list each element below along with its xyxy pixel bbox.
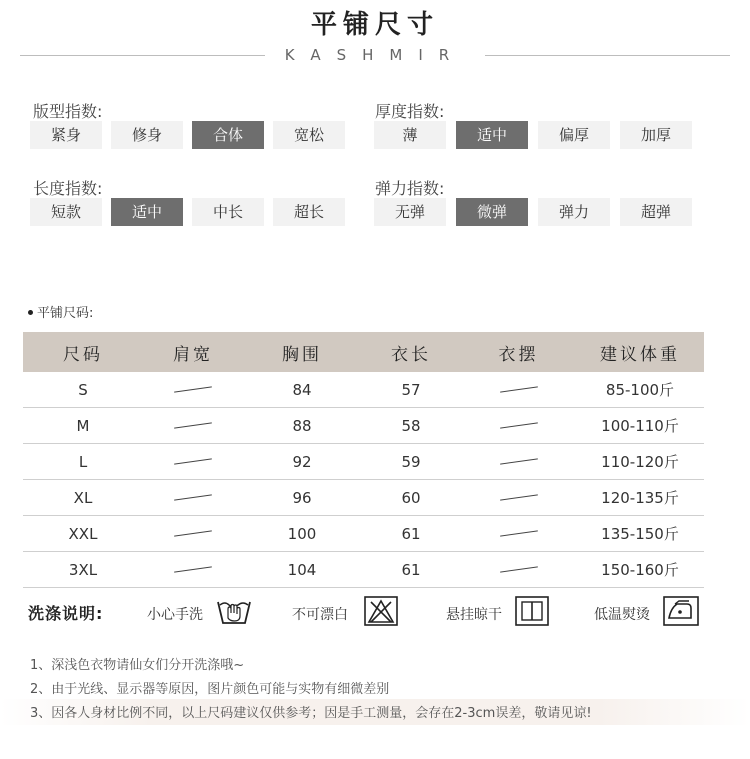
header-cell: 尺码 (63, 344, 103, 365)
elastic-option-3: 弹力 (538, 198, 610, 226)
not-applicable-cell (143, 552, 243, 587)
table-cell: 100-110斤 (601, 417, 679, 435)
dash-mark (500, 566, 538, 572)
notes (30, 654, 730, 726)
dash-mark (174, 566, 212, 572)
table-cell: 110-120斤 (601, 453, 679, 471)
table-row (23, 480, 704, 516)
header-cell: 衣摆 (498, 344, 539, 365)
dash-mark (174, 422, 212, 428)
elastic-option-4: 超弹 (620, 198, 692, 226)
washing-title: 洗涤说明: (28, 604, 104, 623)
length-index-label: 长度指数: (33, 179, 103, 198)
not-applicable-cell (461, 444, 576, 479)
table-cell: 88 (292, 416, 312, 435)
fit-option-4: 宽松 (273, 121, 345, 149)
table-cell: 3XL (68, 560, 98, 579)
note-3: 3、因各人身材比例不同，以上尺码建议仅供参考；因是手工测量，会存在2-3cm误差，敬请见谅! (30, 706, 592, 721)
length-option-4: 超长 (273, 198, 345, 226)
table-cell: 59 (401, 452, 421, 471)
table-cell: 61 (401, 524, 421, 543)
not-applicable-cell (461, 372, 576, 407)
not-applicable-cell (461, 480, 576, 515)
table-cell: 57 (401, 380, 421, 399)
dash-mark (500, 386, 538, 392)
table-row (23, 516, 704, 552)
brand-divider (20, 46, 730, 66)
no-bleach-icon (364, 596, 398, 630)
hand-wash-icon (216, 596, 252, 630)
not-applicable-cell (143, 408, 243, 443)
table-cell: 84 (292, 380, 312, 399)
low-iron-label: 低温熨烫 (594, 607, 650, 623)
table-cell: XL (73, 488, 93, 507)
header-cell: 建议体重 (600, 344, 680, 365)
size-table-body (23, 372, 704, 588)
table-cell: 92 (292, 452, 312, 471)
table-cell: 96 (292, 488, 312, 507)
table-cell: 120-135斤 (601, 489, 679, 507)
thickness-option-3: 偏厚 (538, 121, 610, 149)
dash-mark (174, 530, 212, 536)
brand-name: KASHMIR (284, 46, 466, 64)
thickness-index-label: 厚度指数: (375, 102, 445, 121)
table-cell: 104 (287, 560, 317, 579)
fit-index-label: 版型指数: (33, 102, 103, 121)
dash-mark (174, 386, 212, 392)
header-cell: 胸围 (282, 344, 322, 365)
hand-wash-label: 小心手洗 (147, 607, 203, 623)
not-applicable-cell (143, 480, 243, 515)
table-row (23, 372, 704, 408)
note-2: 2、由于光线、显示器等原因，图片颜色可能与实物有细微差别 (30, 682, 390, 697)
table-cell: 60 (401, 488, 421, 507)
low-iron-icon (663, 596, 699, 630)
divider-line-right (485, 55, 730, 56)
table-cell: 61 (401, 560, 421, 579)
no-bleach-label: 不可漂白 (292, 607, 348, 623)
elastic-index-label: 弹力指数: (375, 179, 445, 198)
page-title: 平铺尺寸 (310, 10, 439, 40)
table-cell: 58 (401, 416, 421, 435)
table-cell: S (78, 380, 88, 399)
dash-mark (174, 494, 212, 500)
note-1: 1、深浅色衣物请仙女们分开洗涤哦~ (30, 658, 245, 673)
fit-option-2: 修身 (111, 121, 183, 149)
dash-mark (500, 530, 538, 536)
bullet-dot (28, 310, 33, 315)
dash-mark (500, 494, 538, 500)
size-table-header (23, 332, 704, 372)
length-option-2: 适中 (111, 198, 183, 226)
table-cell: 150-160斤 (601, 561, 679, 579)
table-cell: L (78, 452, 88, 471)
elastic-option-1: 无弹 (374, 198, 446, 226)
table-cell: XXL (68, 524, 98, 543)
header-cell: 肩宽 (173, 344, 213, 365)
dash-mark (500, 422, 538, 428)
table-row (23, 408, 704, 444)
table-cell: 135-150斤 (601, 525, 679, 543)
header-cell: 衣长 (391, 344, 431, 365)
dash-mark (500, 458, 538, 464)
length-option-1: 短款 (30, 198, 102, 226)
not-applicable-cell (143, 516, 243, 551)
flat-size-text: 平铺尺码: (37, 306, 94, 321)
table-cell: 100 (287, 524, 317, 543)
washing-instructions (28, 596, 728, 628)
table-row (23, 444, 704, 480)
not-applicable-cell (461, 516, 576, 551)
fit-option-1: 紧身 (30, 121, 102, 149)
dash-mark (174, 458, 212, 464)
table-row (23, 552, 704, 588)
thickness-option-2: 适中 (456, 121, 528, 149)
not-applicable-cell (461, 552, 576, 587)
elastic-option-2: 微弹 (456, 198, 528, 226)
thickness-option-1: 薄 (374, 121, 446, 149)
not-applicable-cell (143, 372, 243, 407)
line-dry-icon (515, 596, 549, 630)
table-cell: 85-100斤 (605, 381, 675, 399)
not-applicable-cell (143, 444, 243, 479)
fit-option-3: 合体 (192, 121, 264, 149)
table-cell: M (76, 416, 90, 435)
flat-size-label (28, 302, 93, 321)
line-dry-label: 悬挂晾干 (446, 607, 502, 623)
length-option-3: 中长 (192, 198, 264, 226)
not-applicable-cell (461, 408, 576, 443)
thickness-option-4: 加厚 (620, 121, 692, 149)
size-table (23, 332, 704, 588)
